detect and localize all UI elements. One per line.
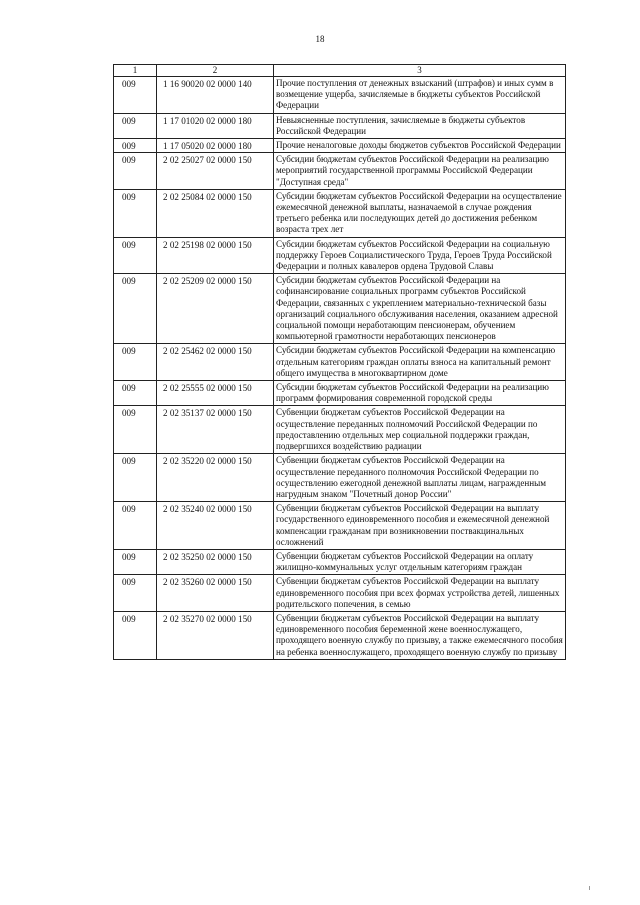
budget-classification-code-cell: 2 02 25555 02 0000 150: [157, 381, 274, 406]
table-row: [114, 153, 566, 190]
budget-revenue-table: [113, 64, 566, 660]
budget-classification-code-cell: 1 17 05020 02 0000 180: [157, 139, 274, 153]
admin-code-cell: 009: [114, 113, 157, 138]
table-row: [114, 575, 566, 612]
admin-code-cell: 009: [114, 575, 157, 612]
revenue-description-cell: Субсидии бюджетам субъектов Российской Федерации на реализацию мероприятий государственной программы Российской Федерации "Доступная среда": [274, 153, 566, 190]
revenue-description-cell: Невыясненные поступления, зачисляемые в бюджеты субъектов Российской Федерации: [274, 113, 566, 138]
admin-code-cell: 009: [114, 406, 157, 454]
table-row: [114, 237, 566, 274]
budget-classification-code-cell: 2 02 35240 02 0000 150: [157, 502, 274, 550]
budget-classification-code-cell: 2 02 25027 02 0000 150: [157, 153, 274, 190]
table-row: [114, 113, 566, 138]
admin-code-cell: 009: [114, 237, 157, 274]
admin-code-cell: 009: [114, 274, 157, 344]
admin-code-cell: 009: [114, 153, 157, 190]
revenue-description-cell: Субвенции бюджетам субъектов Российской Федерации на выплату единовременного пособия при всех формах устройства детей, лишенных родительского попечения, в семью: [274, 575, 566, 612]
table-row: [114, 274, 566, 344]
revenue-description-cell: Субсидии бюджетам субъектов Российской Федерации на реализацию программ формирования современной городской среды: [274, 381, 566, 406]
revenue-description-cell: Субсидии бюджетам субъектов Российской Федерации на компенсацию отдельным категориям граждан оплаты взноса на капитальный ремонт общего имущества в многоквартирном доме: [274, 344, 566, 381]
table-row: [114, 381, 566, 406]
admin-code-cell: 009: [114, 549, 157, 574]
admin-code-cell: 009: [114, 139, 157, 153]
budget-classification-code-cell: 1 16 90020 02 0000 140: [157, 77, 274, 114]
revenue-description-cell: Субвенции бюджетам субъектов Российской Федерации на осуществление переданного полномочия Российской Федерации по осуществлению ежегодной денежной выплаты лицам, награжденным нагрудным знаком "Почетный донор России": [274, 454, 566, 502]
admin-code-cell: 009: [114, 344, 157, 381]
revenue-description-cell: Субвенции бюджетам субъектов Российской Федерации на оплату жилищно-коммунальных услуг отдельным категориям граждан: [274, 549, 566, 574]
table-row: [114, 139, 566, 153]
table-row: [114, 406, 566, 454]
page-number: 18: [315, 34, 325, 44]
budget-classification-code-cell: 2 02 25084 02 0000 150: [157, 189, 274, 237]
margin-mark: [589, 886, 590, 890]
admin-code-cell: 009: [114, 502, 157, 550]
budget-classification-code-cell: 2 02 25198 02 0000 150: [157, 237, 274, 274]
revenue-description-cell: Субвенции бюджетам субъектов Российской Федерации на осуществление переданных полномочий Российской Федерации по предоставлению отдельных мер социальной поддержки граждан, подвергшихся воздействию радиации: [274, 406, 566, 454]
revenue-description-cell: Субсидии бюджетам субъектов Российской Федерации на социальную поддержку Героев Социалистического Труда, Героев Труда Российской Федерации и полных кавалеров ордена Трудовой Славы: [274, 237, 566, 274]
table-row: [114, 502, 566, 550]
budget-classification-code-cell: 2 02 35220 02 0000 150: [157, 454, 274, 502]
budget-classification-code-cell: 2 02 25209 02 0000 150: [157, 274, 274, 344]
column-header-2: 2: [157, 65, 274, 77]
revenue-description-cell: Прочие поступления от денежных взысканий (штрафов) и иных сумм в возмещение ущерба, зачисляемые в бюджеты субъектов Российской Федерации: [274, 77, 566, 114]
revenue-description-cell: Субсидии бюджетам субъектов Российской Федерации на осуществление ежемесячной денежной выплаты, назначаемой в случае рождения третьего ребенка или последующих детей до достижения ребенком возраста трех лет: [274, 189, 566, 237]
table-body: [114, 77, 566, 660]
table-row: [114, 77, 566, 114]
admin-code-cell: 009: [114, 77, 157, 114]
table-row: [114, 611, 566, 659]
table-row: [114, 454, 566, 502]
revenue-description-cell: Субвенции бюджетам субъектов Российской Федерации на выплату государственного единовременного пособия и ежемесячной денежной компенсации гражданам при возникновении поствакцинальных осложнений: [274, 502, 566, 550]
budget-classification-code-cell: 1 17 01020 02 0000 180: [157, 113, 274, 138]
revenue-description-cell: Субвенции бюджетам субъектов Российской Федерации на выплату единовременного пособия беременной жене военнослужащего, проходящего военную службу по призыву, а также ежемесячного пособия на ребенка военнослужащего, проходящего военную службу по призыву: [274, 611, 566, 659]
budget-classification-code-cell: 2 02 25462 02 0000 150: [157, 344, 274, 381]
admin-code-cell: 009: [114, 611, 157, 659]
budget-classification-code-cell: 2 02 35137 02 0000 150: [157, 406, 274, 454]
table-row: [114, 549, 566, 574]
admin-code-cell: 009: [114, 381, 157, 406]
revenue-description-cell: Прочие неналоговые доходы бюджетов субъектов Российской Федерации: [274, 139, 566, 153]
column-header-3: 3: [274, 65, 566, 77]
table-row: [114, 189, 566, 237]
budget-classification-code-cell: 2 02 35250 02 0000 150: [157, 549, 274, 574]
column-header-1: 1: [114, 65, 157, 77]
table-row: [114, 344, 566, 381]
revenue-description-cell: Субсидии бюджетам субъектов Российской Федерации на софинансирование социальных программ субъектов Российской Федерации, связанных с укреплением материально-технической базы организаций социального обслуживания населения, оказанием адресной социальной помощи неработающим пенсионерам, обучением компьютерной грамотности неработающих пенсионеров: [274, 274, 566, 344]
admin-code-cell: 009: [114, 454, 157, 502]
budget-classification-code-cell: 2 02 35260 02 0000 150: [157, 575, 274, 612]
budget-classification-code-cell: 2 02 35270 02 0000 150: [157, 611, 274, 659]
admin-code-cell: 009: [114, 189, 157, 237]
table-header-row: [114, 65, 566, 77]
